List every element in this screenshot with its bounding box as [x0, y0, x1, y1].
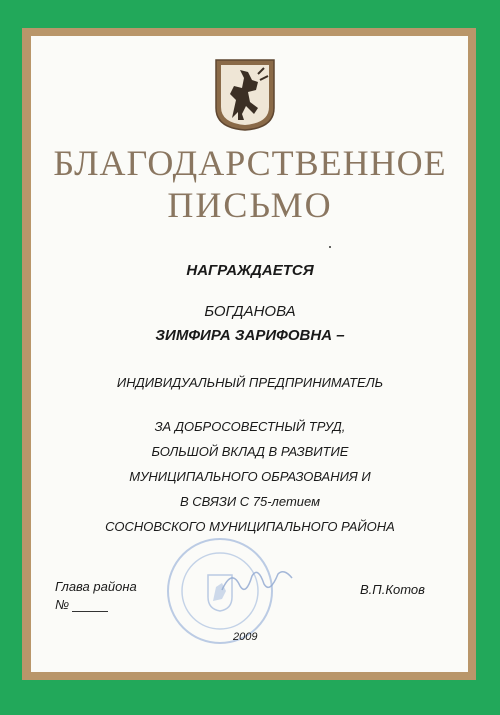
handwritten-signature: [218, 560, 298, 600]
document-number: [55, 597, 108, 612]
recipient-role: ИНДИВИДУАЛЬНЫЙ ПРЕДПРИНИМАТЕЛЬ: [116, 375, 384, 390]
recipient-surname: БОГДАНОВА: [204, 303, 296, 320]
reason-line: БОЛЬШОЙ ВКЛАД В РАЗВИТИЕ: [151, 444, 349, 459]
awarded-label: НАГРАЖДАЕТСЯ: [186, 262, 314, 279]
issue-year: 2009: [233, 631, 258, 643]
number-blank-line: [72, 599, 108, 612]
reason-line: ЗА ДОБРОСОВЕСТНЫЙ ТРУД,: [154, 419, 346, 434]
recipient-given-names: ЗИМФИРА ЗАРИФОВНА –: [155, 327, 345, 344]
ink-dot: [329, 246, 331, 248]
reason-line: В СВЯЗИ С 75-летием: [179, 494, 321, 509]
horse-emblem-icon: [214, 58, 276, 132]
position-label: Глава района: [55, 579, 137, 594]
reason-line: СОСНОВСКОГО МУНИЦИПАЛЬНОГО РАЙОНА: [105, 519, 395, 534]
reason-line: МУНИЦИПАЛЬНОГО ОБРАЗОВАНИЯ И: [129, 469, 371, 484]
number-sign: №: [55, 597, 70, 612]
signatory-name: В.П.Котов: [360, 582, 425, 597]
certificate-title-line1: БЛАГОДАРСТВЕННОЕ: [53, 143, 447, 183]
certificate-title-line2: ПИСЬМО: [167, 185, 333, 225]
